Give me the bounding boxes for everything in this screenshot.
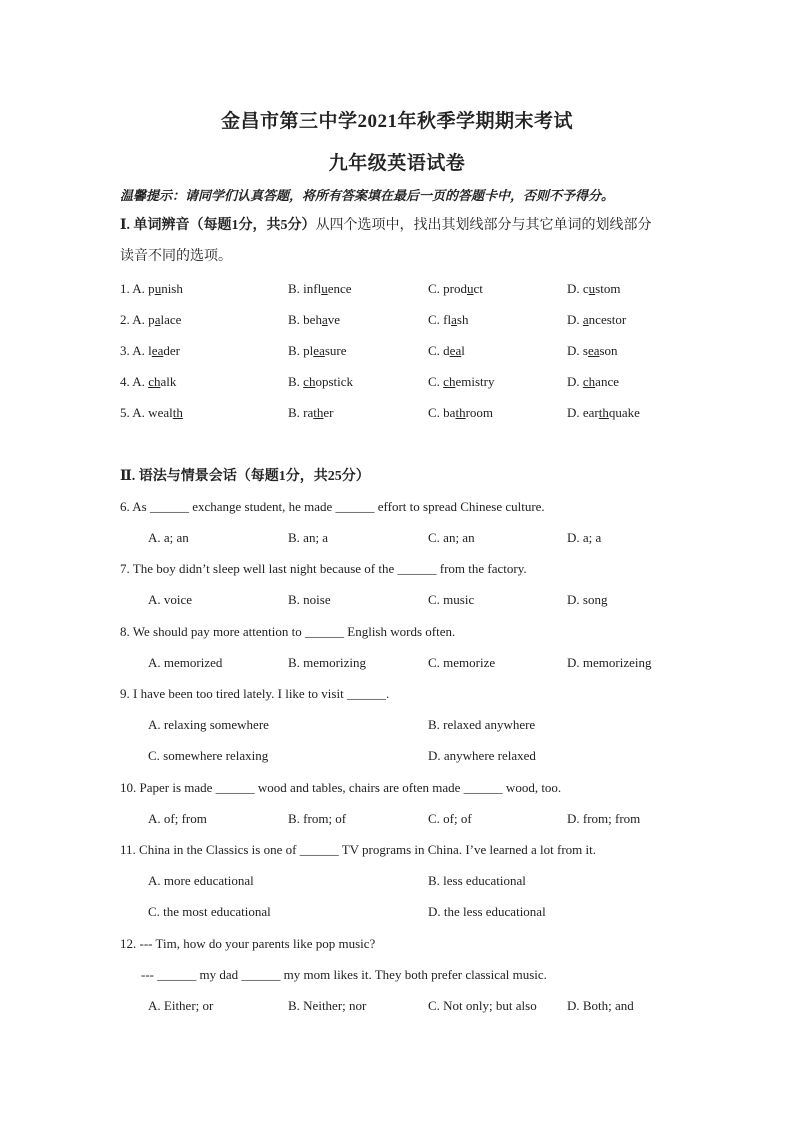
- question-7: 7. The boy didn’t sleep well last night because of the ______ from the factory.: [120, 561, 527, 576]
- word-suffix: er: [323, 405, 334, 420]
- word-prefix: D.: [567, 312, 583, 327]
- q11-option-b[interactable]: B. less educational: [428, 873, 526, 888]
- word-suffix: lace: [160, 312, 182, 327]
- q8-option-d[interactable]: D. memorizeing: [567, 655, 652, 670]
- exam-subtitle: 九年级英语试卷: [328, 153, 466, 174]
- q10-option-a[interactable]: A. of; from: [148, 811, 207, 826]
- q12-option-a[interactable]: A. Either; or: [148, 998, 214, 1013]
- question-number: 5.: [120, 405, 133, 420]
- q10-option-c[interactable]: C. of; of: [428, 811, 472, 826]
- underlined-letters: ch: [148, 374, 161, 389]
- word-suffix: sh: [456, 312, 469, 327]
- question-number: 2.: [120, 312, 133, 327]
- q11-option-d[interactable]: D. the less educational: [428, 904, 546, 919]
- word-suffix: ance: [595, 374, 619, 389]
- word-prefix: D. c: [567, 281, 589, 296]
- phonetics-q2-option-d[interactable]: [567, 312, 626, 328]
- phonetics-q5-option-c[interactable]: [428, 405, 493, 421]
- phonetics-q2-option-a[interactable]: [120, 312, 181, 328]
- word-suffix: ve: [327, 312, 341, 327]
- word-suffix: ct: [473, 281, 483, 296]
- question-10: 10. Paper is made ______ wood and tables, chairs are often made ______ wood, too.: [120, 780, 562, 795]
- phonetics-q1-option-d[interactable]: [567, 281, 620, 297]
- word-suffix: sure: [324, 343, 347, 358]
- question-8: 8. We should pay more attention to ______ English words often.: [120, 624, 456, 639]
- underlined-letters: u: [588, 281, 596, 296]
- underlined-letters: ea: [151, 343, 164, 358]
- q6-option-d[interactable]: D. a; a: [567, 530, 602, 545]
- q12-option-b[interactable]: B. Neither; nor: [288, 998, 367, 1013]
- word-suffix: son: [599, 343, 618, 358]
- phonetics-q1-option-b[interactable]: [288, 281, 352, 297]
- q8-option-b[interactable]: B. memorizing: [288, 655, 366, 670]
- phonetics-q1-option-c[interactable]: [428, 281, 483, 297]
- word-prefix: C. d: [428, 343, 450, 358]
- underlined-letters: u: [321, 281, 328, 296]
- underlined-letters: u: [467, 281, 474, 296]
- question-9: 9. I have been too tired lately. I like to visit ______.: [120, 686, 390, 701]
- word-suffix: stom: [595, 281, 621, 296]
- underlined-letters: ea: [449, 343, 462, 358]
- phonetics-q2-option-b[interactable]: [288, 312, 340, 328]
- section1-intro: [120, 210, 680, 272]
- word-prefix: A. weal: [132, 405, 173, 420]
- question-number: 4.: [120, 374, 133, 389]
- phonetics-q4-option-a[interactable]: [120, 374, 176, 390]
- phonetics-q5-option-a[interactable]: [120, 405, 183, 421]
- underlined-letters: th: [455, 405, 466, 420]
- q10-option-d[interactable]: D. from; from: [567, 811, 641, 826]
- section1-instruction: 从四个选项中，找出其划线部分与其它单词的划线部分: [315, 218, 652, 233]
- q10-option-b[interactable]: B. from; of: [288, 811, 347, 826]
- q8-option-a[interactable]: A. memorized: [148, 655, 223, 670]
- q12-option-d[interactable]: D. Both; and: [567, 998, 634, 1013]
- word-prefix: A.: [132, 374, 149, 389]
- word-suffix: alk: [160, 374, 177, 389]
- word-suffix: quake: [608, 405, 640, 420]
- question-number: 1.: [120, 281, 133, 296]
- word-prefix: C.: [428, 374, 444, 389]
- phonetics-q4-option-b[interactable]: [288, 374, 353, 390]
- q7-option-a[interactable]: A. voice: [148, 592, 193, 607]
- q7-option-b[interactable]: B. noise: [288, 592, 331, 607]
- q9-option-b[interactable]: B. relaxed anywhere: [428, 717, 536, 732]
- word-prefix: C. fl: [428, 312, 452, 327]
- phonetics-q1-option-a[interactable]: [120, 281, 183, 297]
- underlined-letters: ea: [587, 343, 600, 358]
- word-prefix: B. pl: [288, 343, 314, 358]
- word-prefix: C. prod: [428, 281, 467, 296]
- phonetics-q2-option-c[interactable]: [428, 312, 468, 328]
- word-prefix: A. p: [132, 312, 155, 327]
- word-prefix: C. ba: [428, 405, 456, 420]
- section1-instruction-cont: 读音不同的选项。: [120, 249, 232, 264]
- word-prefix: B. ra: [288, 405, 314, 420]
- question-12-reply: --- ______ my dad ______ my mom likes it. They both prefer classical music.: [141, 967, 547, 982]
- question-6: 6. As ______ exchange student, he made ______ effort to spread Chinese culture.: [120, 499, 545, 514]
- word-suffix: ncestor: [588, 312, 627, 327]
- underlined-letters: a: [451, 312, 457, 327]
- underlined-letters: u: [154, 281, 162, 296]
- phonetics-q5-option-d[interactable]: [567, 405, 640, 421]
- underlined-letters: ch: [443, 374, 456, 389]
- q9-option-a[interactable]: A. relaxing somewhere: [148, 717, 269, 732]
- word-prefix: A. p: [132, 281, 155, 296]
- underlined-letters: th: [598, 405, 609, 420]
- q11-option-a[interactable]: A. more educational: [148, 873, 254, 888]
- word-prefix: A. l: [132, 343, 152, 358]
- section2-heading-text: Ⅱ. 语法与情景会话（每题1分，共25分）: [120, 469, 370, 484]
- q9-option-d[interactable]: D. anywhere relaxed: [428, 748, 536, 763]
- phonetics-q4-option-c[interactable]: [428, 374, 494, 390]
- q6-option-a[interactable]: A. a; an: [148, 530, 189, 545]
- section2-heading: [120, 461, 680, 492]
- underlined-letters: a: [154, 312, 161, 327]
- underlined-letters: ch: [303, 374, 316, 389]
- q8-option-c[interactable]: C. memorize: [428, 655, 496, 670]
- word-prefix: D. ear: [567, 405, 599, 420]
- q11-option-c[interactable]: C. the most educational: [148, 904, 271, 919]
- exam-title: 金昌市第三中学2021年秋季学期期末考试: [220, 111, 573, 132]
- word-suffix: room: [465, 405, 494, 420]
- q9-option-c[interactable]: C. somewhere relaxing: [148, 748, 269, 763]
- underlined-letters: a: [582, 312, 589, 327]
- word-prefix: B. infl: [288, 281, 322, 296]
- word-prefix: B.: [288, 374, 304, 389]
- underlined-letters: a: [321, 312, 328, 327]
- word-suffix: l: [461, 343, 465, 358]
- underlined-letters: ea: [313, 343, 325, 358]
- underlined-letters: th: [313, 405, 324, 420]
- question-11: 11. China in the Classics is one of ______ TV programs in China. I’ve learned a lot from it.: [120, 842, 596, 857]
- q7-option-d[interactable]: D. song: [567, 592, 608, 607]
- phonetics-q3-option-b[interactable]: [288, 343, 347, 359]
- phonetics-q4-option-d[interactable]: [567, 374, 619, 390]
- underlined-letters: th: [172, 405, 183, 420]
- phonetics-q3-option-c[interactable]: [428, 343, 465, 359]
- word-prefix: B. beh: [288, 312, 322, 327]
- word-suffix: ence: [327, 281, 352, 296]
- underlined-letters: ch: [582, 374, 596, 389]
- q12-option-c[interactable]: C. Not only; but also: [428, 998, 537, 1013]
- q7-option-c[interactable]: C. music: [428, 592, 475, 607]
- word-prefix: D.: [567, 374, 583, 389]
- word-suffix: emistry: [455, 374, 495, 389]
- word-prefix: D. s: [567, 343, 588, 358]
- q6-option-c[interactable]: C. an; an: [428, 530, 475, 545]
- phonetics-q3-option-d[interactable]: [567, 343, 618, 359]
- notice-text: 温馨提示：请同学们认真答题，将所有答案填在最后一页的答题卡中，否则不予得分。: [120, 188, 615, 203]
- q6-option-b[interactable]: B. an; a: [288, 530, 329, 545]
- question-number: 3.: [120, 343, 133, 358]
- phonetics-q5-option-b[interactable]: [288, 405, 334, 421]
- word-suffix: opstick: [315, 374, 354, 389]
- phonetics-q3-option-a[interactable]: [120, 343, 180, 359]
- word-suffix: nish: [161, 281, 183, 296]
- question-12: 12. --- Tim, how do your parents like pop music?: [120, 936, 376, 951]
- section1-heading: Ⅰ. 单词辨音（每题1分，共5分）: [120, 218, 316, 233]
- word-suffix: der: [163, 343, 180, 358]
